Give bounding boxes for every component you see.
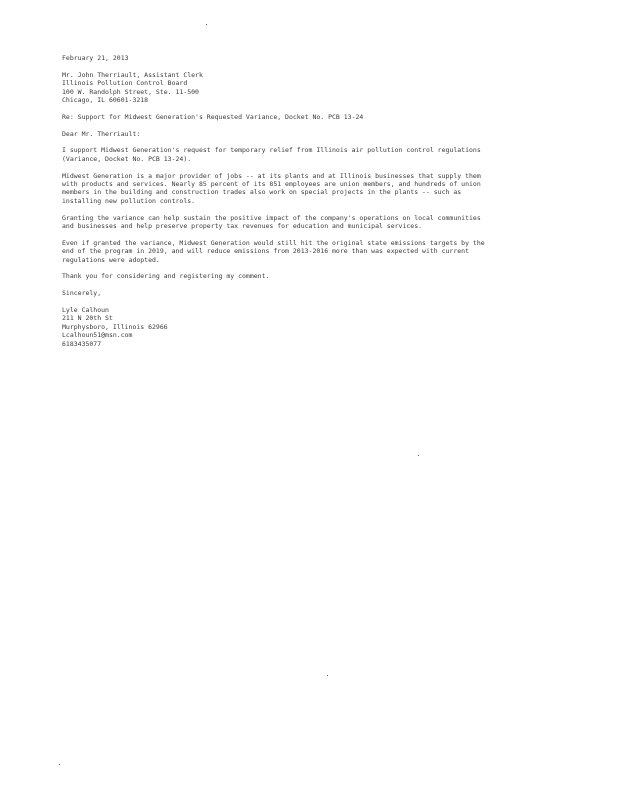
signature-street: 211 N 20th St (62, 314, 113, 323)
closing: Sincerely, (62, 289, 102, 298)
salutation: Dear Mr. Therriault: (62, 129, 141, 138)
signature-city: Murphysboro, Illinois 62966 (62, 322, 168, 331)
letter-date: February 21, 2013 (62, 54, 129, 62)
paragraph-line: with products and services. Nearly 85 percent of its 851 employees are union members, and hundreds of union (62, 180, 481, 189)
paragraph-line: and businesses and help preserve property tax revenues for education and municipal services. (62, 222, 423, 231)
paragraph (62, 272, 562, 280)
paragraph-line: installing new pollution controls. (62, 196, 196, 205)
paragraph-line: Granting the variance can help sustain the positive impact of the company's operations on local communities (62, 213, 481, 222)
paragraph (62, 146, 562, 163)
addressee-line: 100 W. Randolph Street, Ste. 11-500 (62, 87, 199, 96)
addressee-block (62, 71, 562, 105)
scan-speck (206, 24, 207, 25)
paragraph-line: Midwest Generation is a major provider of jobs -- at its plants and at Illinois businesses that supply them (62, 171, 481, 180)
subject-block (62, 113, 562, 121)
signature-block (62, 306, 562, 348)
paragraph-line: Even if granted the variance, Midwest Generation would still hit the original state emissions targets by the (62, 238, 485, 247)
salutation-block (62, 130, 562, 138)
letter-date-block (62, 54, 562, 62)
signature-email: Lcalhoun51@msn.com (62, 331, 133, 340)
signature-name: Lyle Calhoun (62, 306, 109, 315)
signature-phone: 6183435077 (62, 339, 102, 348)
paragraph-line: (Variance, Docket No. PCB 13-24). (62, 154, 192, 163)
paragraph-line: Thank you for considering and registering my comment. (62, 272, 270, 281)
paragraph-line: end of the program in 2019, and will reduce emissions from 2013-2016 more than was expected with current (62, 247, 469, 256)
paragraph-line: regulations were adopted. (62, 255, 160, 264)
letter-body (62, 54, 562, 356)
paragraph (62, 214, 562, 231)
closing-block (62, 289, 562, 297)
scan-speck (59, 764, 60, 765)
scan-speck (418, 455, 419, 456)
addressee-line: Mr. John Therriault, Assistant Clerk (62, 70, 203, 79)
addressee-line: Chicago, IL 60601-3218 (62, 96, 149, 105)
addressee-line: Illinois Pollution Control Board (62, 79, 188, 88)
paragraph (62, 172, 562, 206)
scan-speck (327, 675, 328, 676)
subject-line: Re: Support for Midwest Generation's Requested Variance, Docket No. PCB 13-24 (62, 112, 364, 121)
paragraph (62, 239, 562, 264)
paragraph-line: I support Midwest Generation's request for temporary relief from Illinois air pollution control regulations (62, 146, 481, 155)
paragraph-line: members in the building and construction trades also work on special projects in the plants -- such as (62, 188, 462, 197)
